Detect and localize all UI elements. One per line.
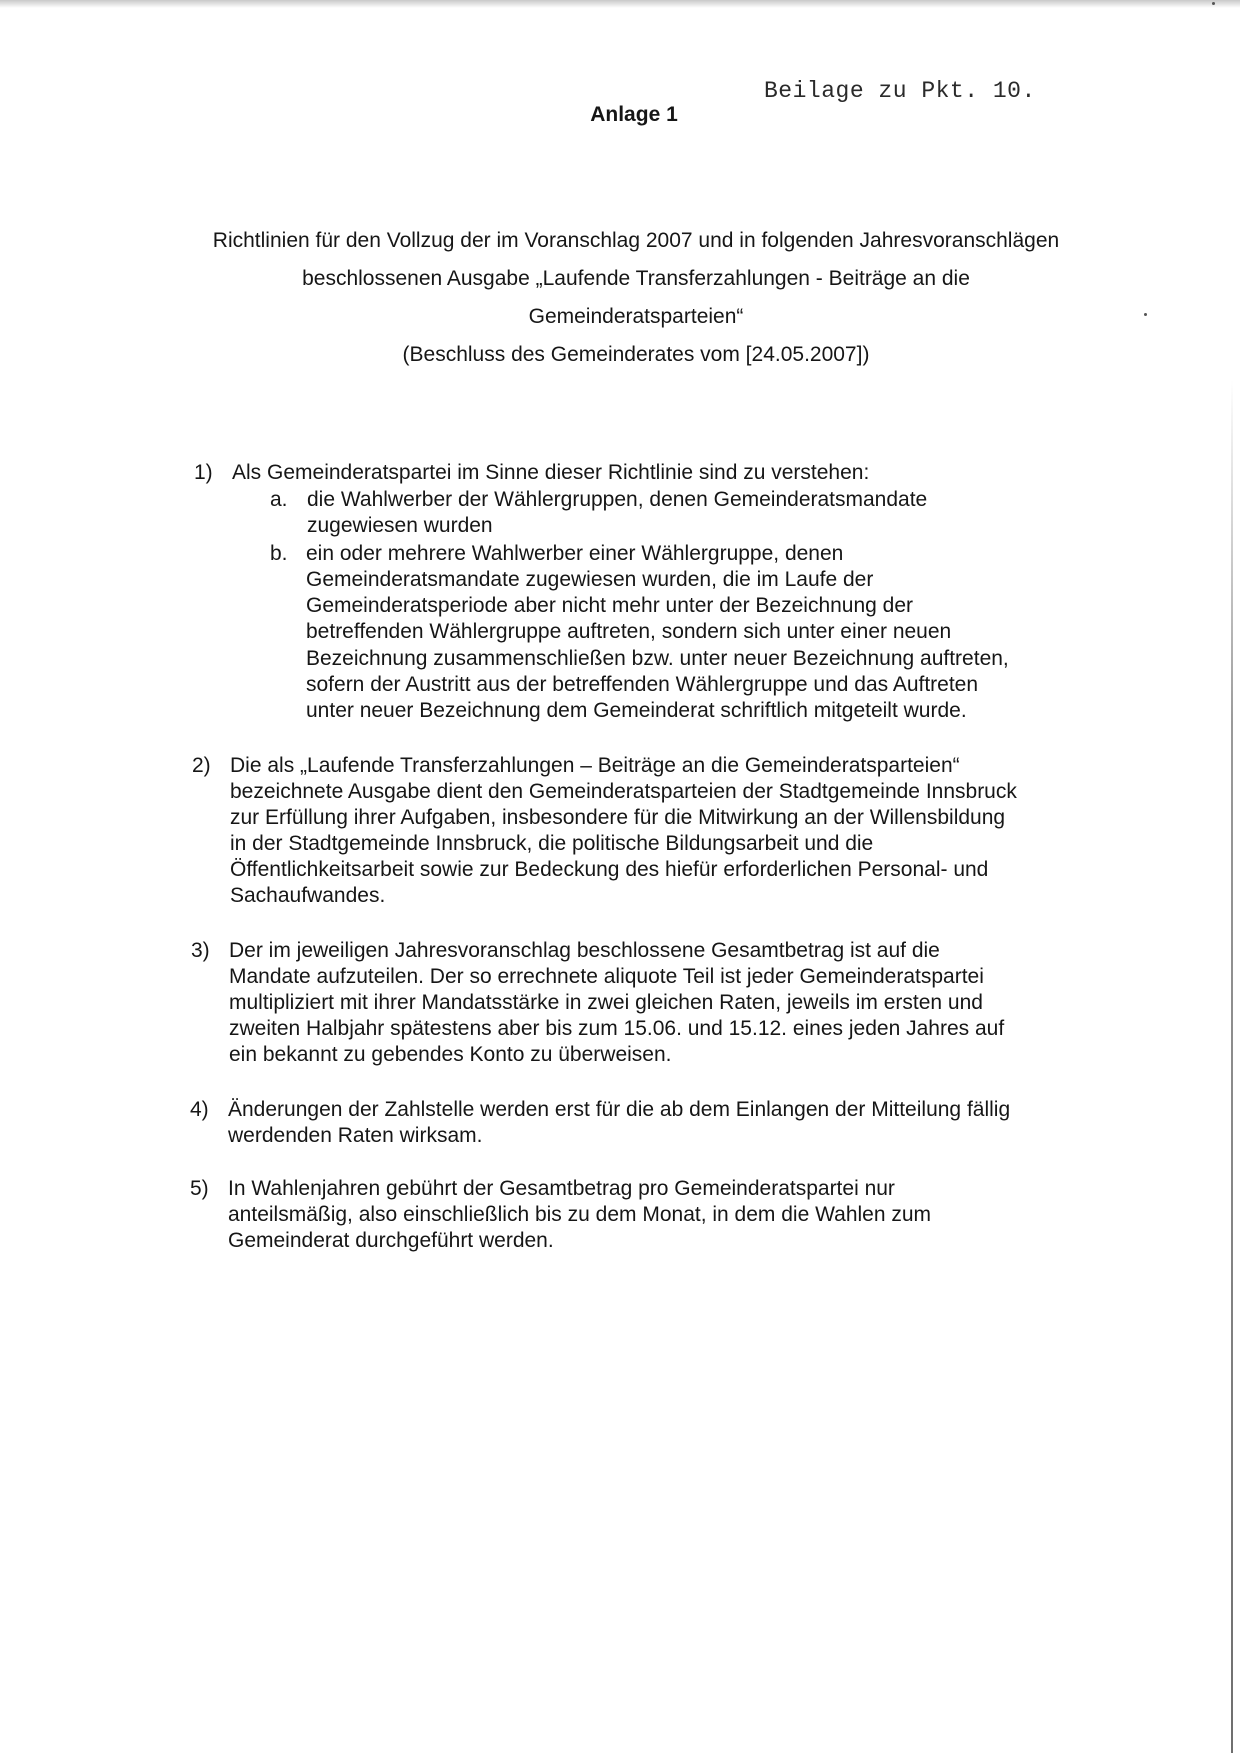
subitem-marker: a.: [270, 488, 288, 511]
subitem-text-line: betreffenden Wählergruppe auftreten, sondern sich unter einer neuen: [306, 620, 952, 643]
item-text-line: multipliziert mit ihrer Mandatsstärke in zwei gleichen Raten, jeweils im ersten und: [229, 991, 983, 1014]
item-text-line: anteilsmäßig, also einschließlich bis zu dem Monat, in dem die Wahlen zum: [228, 1203, 932, 1226]
item-text-line: werdenden Raten wirksam.: [228, 1124, 483, 1147]
scan-speck: [1212, 2, 1215, 5]
title-line: Richtlinien für den Vollzug der im Voranschlag 2007 und in folgenden Jahresvoranschlägen: [212, 229, 1060, 252]
item-text-line: bezeichnete Ausgabe dient den Gemeinderatsparteien der Stadtgemeinde Innsbruck: [230, 780, 1017, 803]
scan-top-edge: [0, 0, 1240, 8]
item-number: 1): [194, 461, 213, 484]
subitem-marker: b.: [270, 542, 288, 565]
scan-speck: [1144, 313, 1147, 316]
item-text-line: Die als „Laufende Transferzahlungen – Beiträge an die Gemeinderatsparteien“: [230, 754, 960, 777]
item-text-line: Öffentlichkeitsarbeit sowie zur Bedeckung des hiefür erforderlichen Personal- und: [230, 858, 989, 881]
document-title: [140, 222, 1132, 374]
item-number: 3): [191, 939, 210, 962]
title-line: beschlossenen Ausgabe „Laufende Transferzahlungen - Beiträge an die: [302, 267, 970, 290]
subitem-text-line: ein oder mehrere Wahlwerber einer Wählergruppe, denen: [306, 542, 844, 565]
item-text-line: in der Stadtgemeinde Innsbruck, die politische Bildungsarbeit und die: [230, 832, 874, 855]
item-text-line: ein bekannt zu gebendes Konto zu überweisen.: [229, 1043, 672, 1066]
subitem-text-line: Gemeinderatsmandate zugewiesen wurden, die im Laufe der: [306, 568, 874, 591]
scan-right-edge: [1231, 380, 1233, 1753]
item-text-line: Der im jeweiligen Jahresvoranschlag beschlossene Gesamtbetrag ist auf die: [229, 939, 940, 962]
item-text-line: Gemeinderat durchgeführt werden.: [228, 1229, 554, 1252]
item-text-line: Als Gemeinderatspartei im Sinne dieser Richtlinie sind zu verstehen:: [232, 461, 870, 484]
subitem-text-line: unter neuer Bezeichnung dem Gemeinderat schriftlich mitgeteilt wurde.: [306, 699, 967, 722]
subitem-text-line: die Wahlwerber der Wählergruppen, denen Gemeinderatsmandate: [307, 488, 928, 511]
item-text-line: zweiten Halbjahr spätestens aber bis zum 15.06. und 15.12. eines jeden Jahres auf: [229, 1017, 1005, 1040]
item-text-line: Sachaufwandes.: [230, 884, 386, 907]
item-number: 4): [190, 1098, 209, 1121]
subitem-text-line: sofern der Austritt aus der betreffenden Wählergruppe und das Auftreten: [306, 673, 979, 696]
item-number: 5): [190, 1177, 209, 1200]
title-line: (Beschluss des Gemeinderates vom [24.05.2007]): [402, 343, 870, 366]
item-number: 2): [192, 754, 211, 777]
item-text-line: zur Erfüllung ihrer Aufgaben, insbesondere für die Mitwirkung an der Willensbildung: [230, 806, 1006, 829]
subitem-text-line: Gemeinderatsperiode aber nicht mehr unter der Bezeichnung der: [306, 594, 914, 617]
item-text-line: Änderungen der Zahlstelle werden erst für die ab dem Einlangen der Mitteilung fällig: [228, 1098, 1011, 1121]
subitem-text-line: zugewiesen wurden: [307, 514, 493, 537]
item-text-line: In Wahlenjahren gebührt der Gesamtbetrag pro Gemeinderatspartei nur: [228, 1177, 895, 1200]
attachment-stamp: Beilage zu Pkt. 10.: [764, 78, 1036, 104]
page-heading: Anlage 1: [590, 103, 678, 126]
title-line: Gemeinderatsparteien“: [528, 305, 744, 328]
subitem-text-line: Bezeichnung zusammenschließen bzw. unter neuer Bezeichnung auftreten,: [306, 647, 1009, 670]
item-text-line: Mandate aufzuteilen. Der so errechnete aliquote Teil ist jeder Gemeinderatspartei: [229, 965, 984, 988]
